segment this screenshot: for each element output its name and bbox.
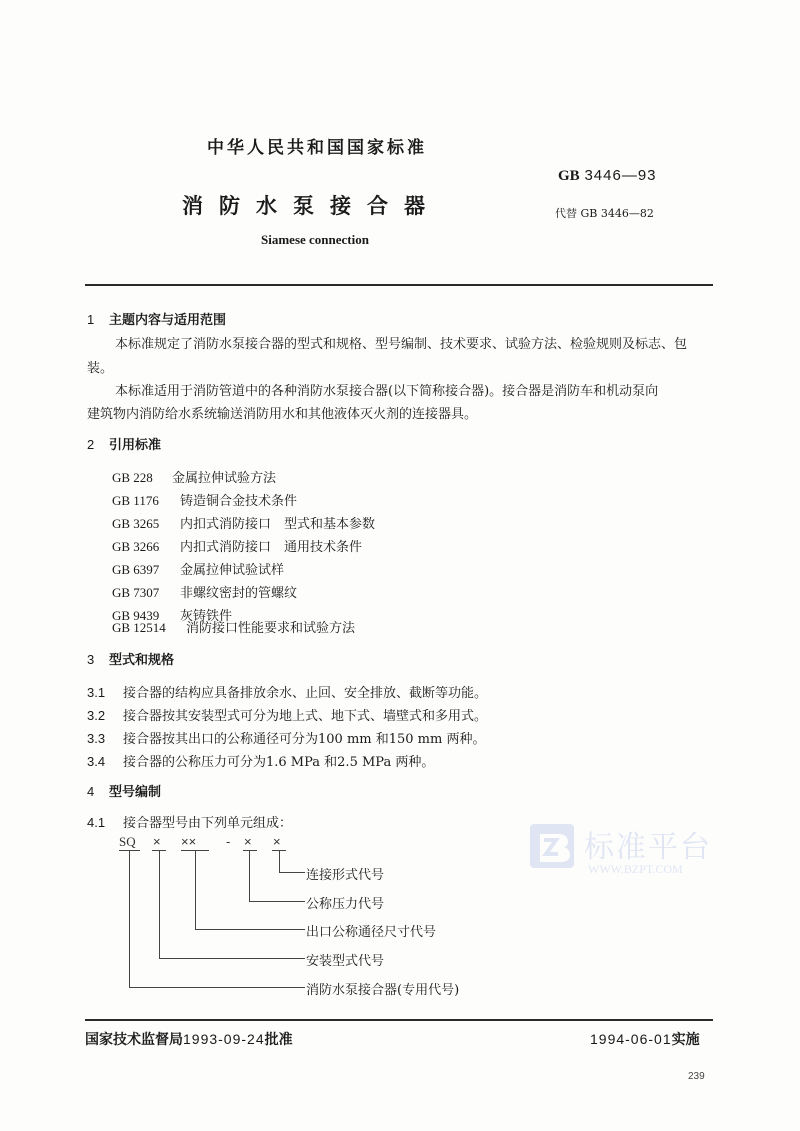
section-title: 型号编制: [109, 785, 162, 800]
bzpt-logo-icon: [528, 822, 576, 870]
install-type-mark: ×: [153, 834, 161, 849]
section-number: 2: [87, 437, 95, 452]
connection-mark: ×: [273, 834, 281, 849]
model-prefix: SQ: [119, 834, 136, 849]
standard-code-prefix: GB: [558, 168, 580, 184]
section-number: 1: [87, 312, 95, 327]
connector-line: [195, 851, 196, 929]
approval-info: 国家技术监督局1993-09-24批准: [85, 1031, 293, 1048]
pressure-mark: ×: [244, 834, 252, 849]
reference-item: GB 9439 灰铸铁件: [112, 608, 233, 624]
paragraph-line: 装。: [87, 361, 114, 376]
watermark-url: WWW.BZPT.COM: [588, 862, 683, 876]
section-title: 主题内容与适用范围: [109, 313, 227, 328]
outlet-size-mark: ××: [181, 834, 197, 849]
connector-line: [159, 958, 305, 959]
label-outlet-size: 出口公称通径尺寸代号: [306, 925, 437, 940]
label-install-type: 安装型式代号: [306, 954, 385, 969]
connector-line: [279, 872, 305, 873]
header-rule: [85, 284, 713, 286]
connector-line: [195, 929, 305, 930]
connector-line: [159, 851, 160, 958]
underline: [243, 850, 257, 851]
section-title: 型式和规格: [109, 653, 175, 668]
document-title-english: Siamese connection: [261, 232, 369, 247]
section-number: 3: [87, 652, 95, 667]
reference-item: GB 12514 消防接口性能要求和试验方法: [112, 620, 356, 636]
watermark-text: 标准平台: [584, 830, 712, 865]
clause-3-4: 3.4 接合器的公称压力可分为1.6 MPa 和2.5 MPa 两种。: [87, 754, 435, 770]
section-1-heading: [87, 309, 226, 328]
page-number: 239: [688, 1071, 705, 1082]
reference-item: GB 228 金属拉伸试验方法: [112, 470, 277, 486]
section-3-heading: [87, 649, 174, 668]
clause-4-1: 4.1 接合器型号由下列单元组成：: [87, 815, 293, 831]
footer-rule: [85, 1019, 713, 1021]
section-number: 4: [87, 784, 95, 799]
paragraph-line: 本标准规定了消防水泵接合器的型式和规格、型号编制、技术要求、试验方法、检验规则及标志、包: [115, 337, 688, 352]
reference-item: GB 7307 非螺纹密封的管螺纹: [112, 585, 298, 601]
reference-item: GB 3265 内扣式消防接口 型式和基本参数: [112, 516, 376, 532]
clause-3-2: 3.2 接合器按其安装型式可分为地上式、地下式、墙壁式和多用式。: [87, 708, 488, 724]
effective-date: 1994-06-01: [590, 1031, 672, 1047]
paragraph-line: 本标准适用于消防管道中的各种消防水泵接合器(以下简称接合器)。接合器是消防车和机动泵向: [115, 384, 659, 399]
label-connection-type: 连接形式代号: [306, 868, 385, 883]
connector-line: [249, 851, 250, 901]
section-4-heading: [87, 781, 161, 800]
standard-code-number: 3446—93: [584, 167, 657, 184]
effective-info: 1994-06-01实施: [590, 1031, 700, 1048]
connector-line: [129, 987, 305, 988]
reference-item: GB 6397 金属拉伸试验试样: [112, 562, 285, 578]
connector-line: [249, 901, 305, 902]
connector-line: [279, 851, 280, 872]
clause-3-1: 3.1 接合器的结构应具备排放余水、止回、安全排放、截断等功能。: [87, 685, 488, 701]
section-title: 引用标准: [109, 438, 162, 453]
label-special-code: 消防水泵接合器(专用代号): [306, 983, 460, 998]
replaces-standard: 代替 GB 3446—82: [555, 207, 654, 220]
standard-code: [558, 166, 657, 185]
document-title: 消防水泵接合器: [182, 193, 441, 218]
clause-3-3: 3.3 接合器按其出口的公称通径可分为100 mm 和150 mm 两种。: [87, 731, 486, 747]
paragraph-line: 建筑物内消防给水系统输送消防用水和其他液体灭火剂的连接器具。: [87, 407, 478, 422]
label-nominal-pressure: 公称压力代号: [306, 897, 385, 912]
model-separator: -: [226, 834, 231, 849]
approval-date: 1993-09-24: [183, 1031, 265, 1047]
reference-item: GB 3266 内扣式消防接口 通用技术条件: [112, 539, 363, 555]
connector-line: [129, 851, 130, 987]
section-2-heading: [87, 434, 161, 453]
reference-item: GB 1176 铸造铜合金技术条件: [112, 493, 298, 509]
national-standard-heading: 中华人民共和国国家标准: [207, 138, 427, 158]
